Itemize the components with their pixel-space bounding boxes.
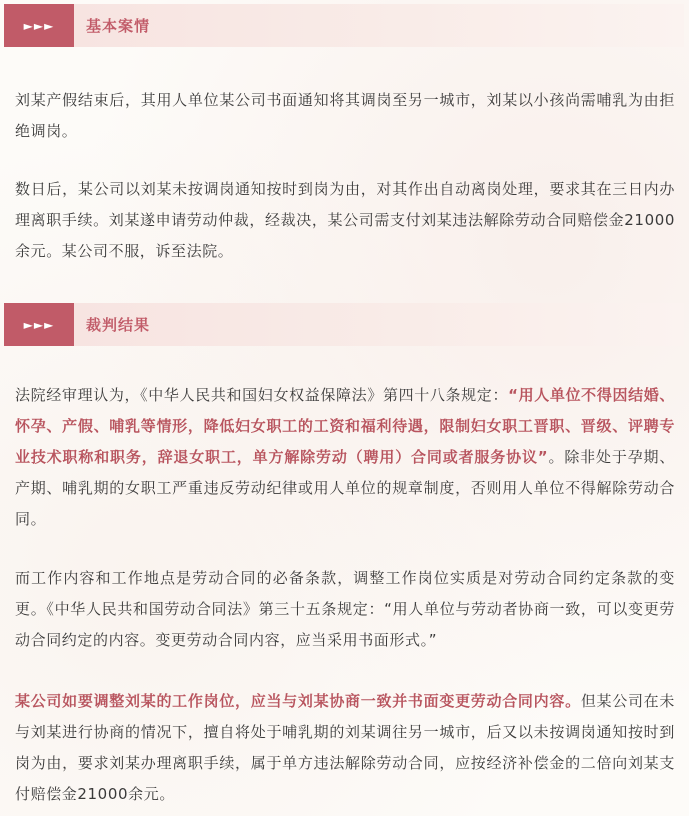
triple-arrow-icon: ►►► — [4, 4, 74, 47]
paragraph-text: 。除非处于孕期、产期、哺乳期的女职工严重违反劳动纪律或用人单位的规章制度，否则用人单位不得解除劳动合同。 — [15, 448, 675, 528]
section-title: 裁判结果 — [86, 316, 151, 334]
paragraph-text: 数日后，某公司以刘某未按调岗通知按时到岗为由，对其作出自动离岗处理，要求其在三日内办理离职手续。刘某遂申请劳动仲裁，经裁决，某公司需支付刘某违法解除劳动合同赔偿金21000余元。某公司不服，诉至法院。 — [15, 180, 675, 260]
paragraph-text: 刘某产假结束后，其用人单位某公司书面通知将其调岗至另一城市，刘某以小孩尚需哺乳为由拒绝调岗。 — [15, 91, 675, 140]
section-header-basic-facts — [4, 4, 684, 47]
paragraph-text: 但某公司在未与刘某进行协商的情况下，擅自将处于哺乳期的刘某调往另一城市，后又以未按调岗通知按时到岗为由，要求刘某办理离职手续，属于单方违法解除劳动合同，应按经济补偿金的二倍向刘某支付赔偿金21000余元。 — [15, 692, 675, 803]
paragraph — [15, 85, 675, 147]
section-header-judgment — [4, 303, 684, 346]
paragraph — [15, 174, 675, 267]
paragraph — [15, 563, 675, 656]
paragraph — [15, 686, 675, 810]
section-title-band — [74, 303, 684, 346]
highlighted-sentence: 某公司如要调整刘某的工作岗位，应当与刘某协商一致并书面变更劳动合同内容。 — [15, 692, 581, 710]
section-title: 基本案情 — [86, 17, 151, 35]
paragraph-text: 而工作内容和工作地点是劳动合同的必备条款，调整工作岗位实质是对劳动合同约定条款的变更。《中华人民共和国劳动合同法》第三十五条规定：“用人单位与劳动者协商一致，可以变更劳动合同约定的内容。变更劳动合同内容，应当采用书面形式。” — [15, 569, 675, 649]
highlighted-quote: “用人单位不得因结婚、怀孕、产假、哺乳等情形，降低妇女职工的工资和福利待遇，限制妇女职工晋职、晋级、评聘专业技术职称和职务，辞退女职工，单方解除劳动（聘用）合同或者服务协议” — [15, 386, 676, 466]
triple-arrow-icon: ►►► — [4, 303, 74, 346]
paragraph-text: 法院经审理认为，《中华人民共和国妇女权益保障法》第四十八条规定： — [15, 386, 509, 404]
paragraph — [15, 380, 675, 535]
section-title-band — [74, 4, 684, 47]
